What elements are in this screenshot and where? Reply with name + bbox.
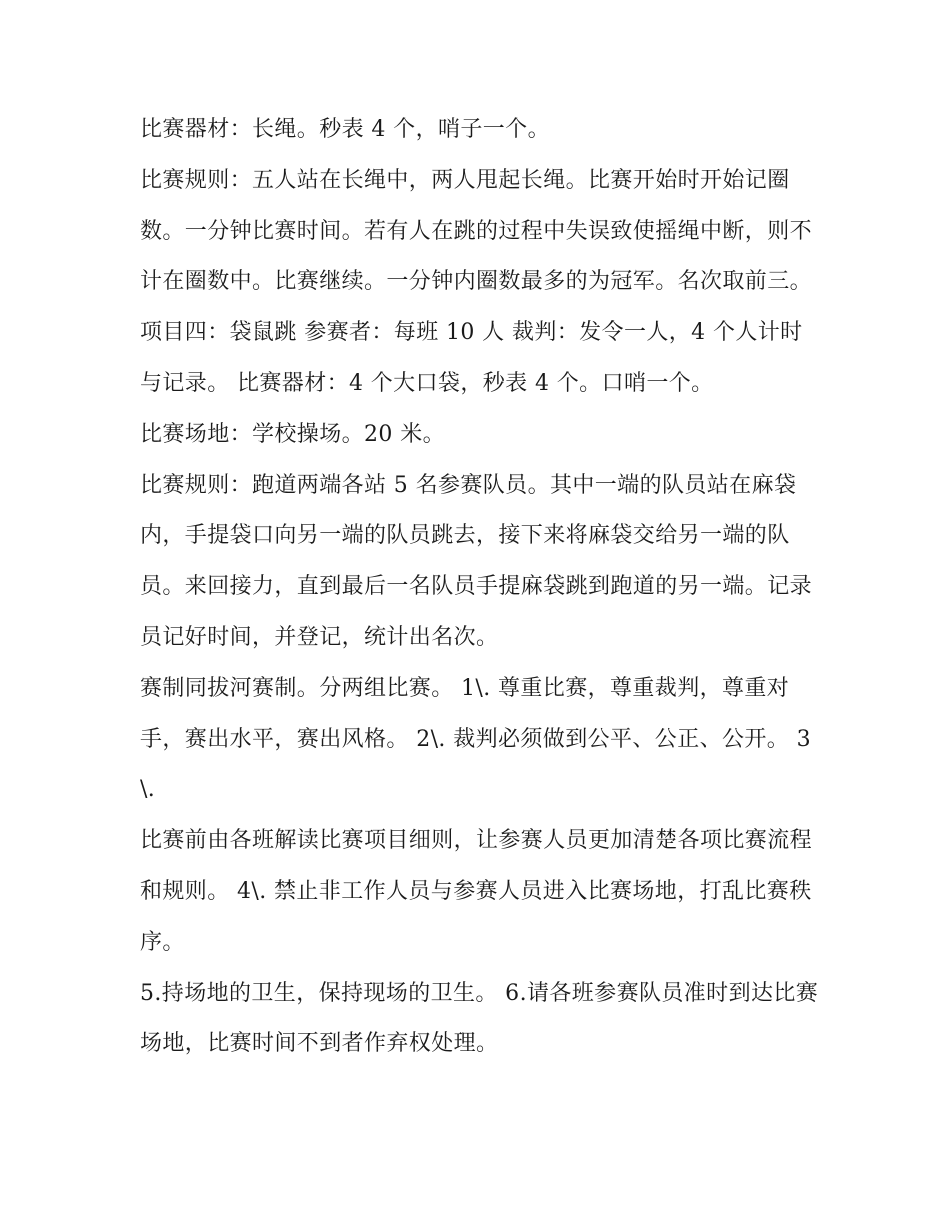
paragraph-rules-long-rope: 比赛规则：五人站在长绳中，两人甩起长绳。比赛开始时开始记圈数。一分钟比赛时间。若有人在跳的过程中失误致使摇绳中断，则不计在圈数中。比赛继续。一分钟内圈数最多的为冠军。名次取前三。 [140,167,813,295]
paragraph-hygiene: 5.持场地的卫生，保持现场的卫生。 6.请各班参赛队员准时到达比赛场地，比赛时间不到者作弃权处理。 [140,980,819,1057]
paragraph-briefing: 比赛前由各班解读比赛项目细则，让参赛人员更加清楚各项比赛流程和规则。 4\. 禁止非工作人员与参赛人员进入比赛场地，打乱比赛秩序。 [140,828,813,955]
paragraph-equipment: 比赛器材：长绳。秒表 4 个，哨子一个。 [140,117,550,142]
paragraph-venue: 比赛场地：学校操场。20 米。 [140,421,445,447]
paragraph-rules-sack-race: 比赛规则：跑道两端各站 5 名参赛队员。其中一端的队员站在麻袋内，手提袋口向另一端的队员跳去，接下来将麻袋交给另一端的队员。来回接力，直到最后一名队员手提麻袋跳到跑道的另一端。记录员记好时间，并登记，统计出名次。 [140,472,813,650]
paragraph-event-four: 项目四：袋鼠跳 参赛者：每班 10 人 裁判：发令一人，4 个人计时与记录。 比赛器材：4 个大口袋，秒表 4 个。口哨一个。 [140,320,803,396]
document-body [140,105,820,1070]
paragraph-format: 赛制同拔河赛制。分两组比赛。 1\. 尊重比赛，尊重裁判，尊重对手，赛出水平，赛出风格。 2\. 裁判必须做到公平、公正、公开。 3\. [140,675,811,803]
